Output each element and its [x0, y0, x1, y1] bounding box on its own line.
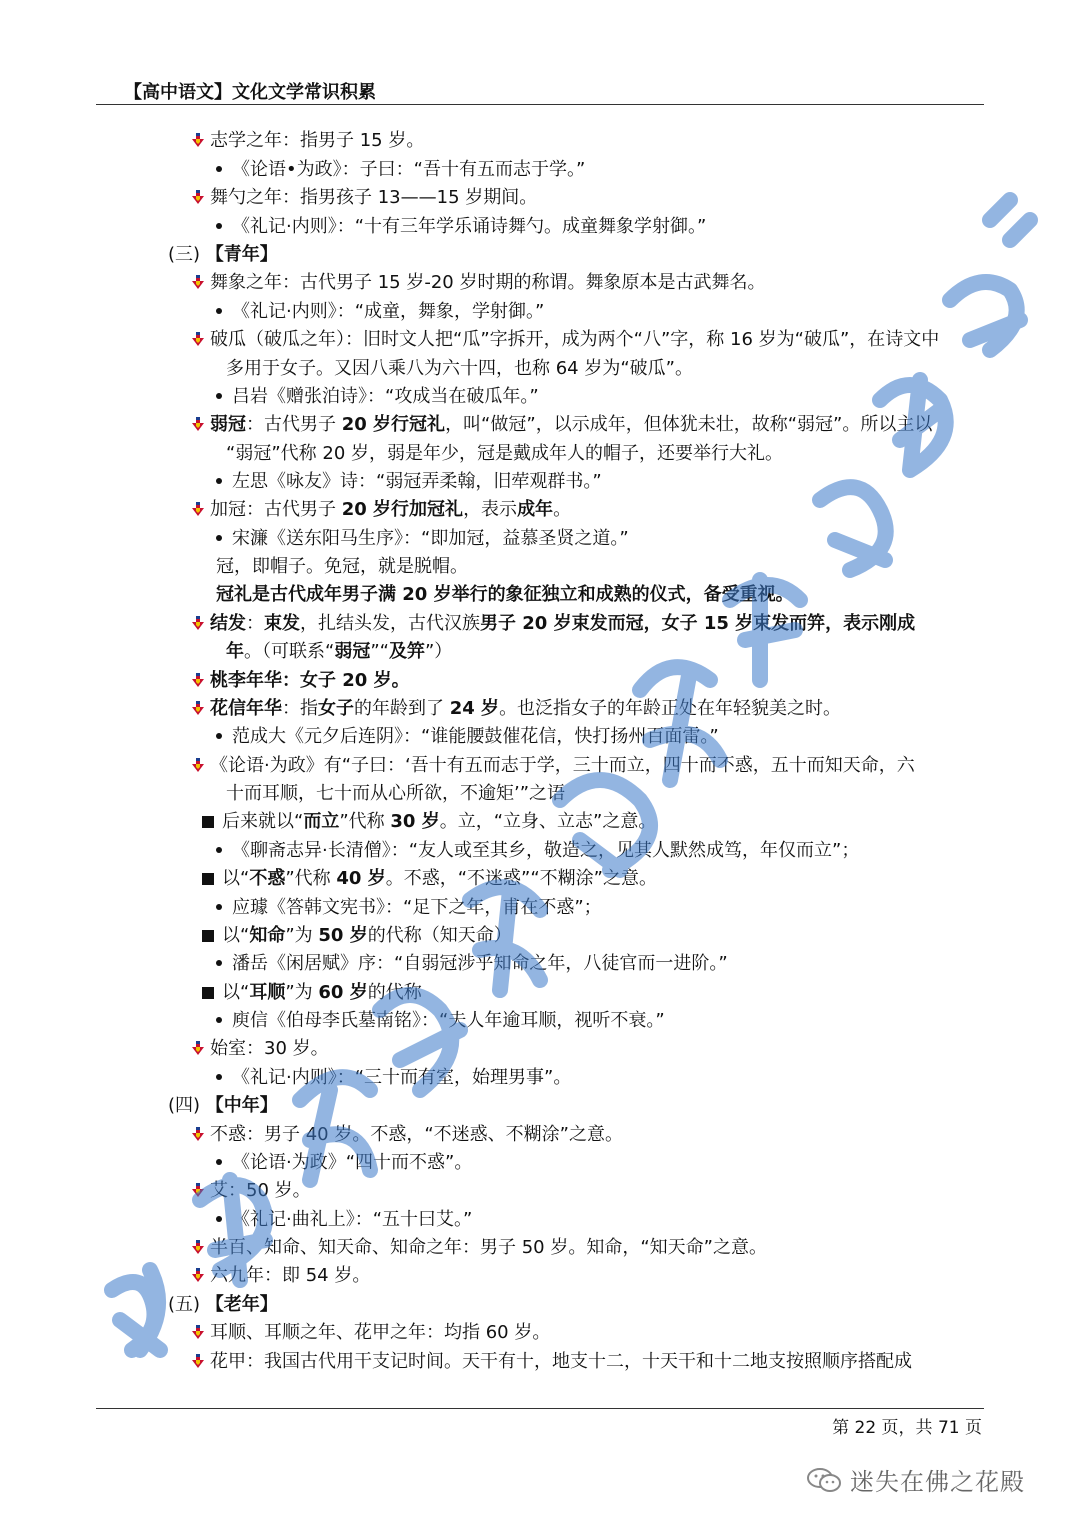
- bullet-dot-icon: [216, 393, 222, 399]
- arrow-bullet-icon: [190, 501, 206, 517]
- text-line: [216, 951, 728, 977]
- line-text: 加冠：古代男子 20 岁行加冠礼，表示成年。: [210, 499, 572, 520]
- arrow-bullet-icon: [190, 132, 206, 148]
- line-text: 《论语·为政》有“子曰：‘吾十有五而志于学，三十而立，四十而不惑，五十而知天命，六: [210, 755, 915, 776]
- line-text: 不惑：男子 40 岁。不惑，“不迷惑、不糊涂”之意。: [210, 1124, 623, 1145]
- text-line: [216, 384, 539, 410]
- text-line: [226, 781, 565, 807]
- text-line: [226, 356, 693, 382]
- line-text: 应璩《答韩文宪书》：“足下之年，甫在不惑”；: [232, 897, 602, 918]
- text-line: [216, 1008, 665, 1034]
- arrow-bullet-icon: [190, 1040, 206, 1056]
- bullet-dot-icon: [216, 1017, 222, 1023]
- arrow-bullet-icon: [190, 1182, 206, 1198]
- text-line: [216, 214, 706, 240]
- line-text: 《礼记·内则》：“三十而有室，始理男事”。: [232, 1067, 572, 1088]
- square-bullet-icon: [202, 816, 214, 828]
- bullet-dot-icon: [216, 847, 222, 853]
- text-line: [216, 724, 719, 750]
- line-text: 年。（可联系“弱冠”“及笄”）: [226, 641, 453, 662]
- arrow-bullet-icon: [190, 615, 206, 631]
- bullet-dot-icon: [216, 733, 222, 739]
- line-text: 舞勺之年：指男孩子 13——15 岁期间。: [210, 187, 538, 208]
- line-text: 范成大《元夕后连阴》：“谁能腰鼓催花信，快打扬州百面雷。”: [232, 726, 719, 747]
- line-text: 《聊斋志异·长清僧》：“友人或至其乡，敬造之，见其人默然成笃，年仅而立”；: [232, 840, 860, 861]
- text-line: [216, 1150, 472, 1176]
- bullet-dot-icon: [216, 535, 222, 541]
- text-line: [226, 441, 783, 467]
- text-line: [190, 1122, 623, 1148]
- text-line: [190, 1320, 550, 1346]
- text-line: [216, 157, 585, 183]
- line-text: 《礼记·曲礼上》：“五十曰艾。”: [232, 1209, 473, 1230]
- text-line: [190, 696, 841, 722]
- text-line: [202, 809, 656, 835]
- text-line: [190, 753, 915, 779]
- page-number: 第 22 页，共 71 页: [832, 1418, 982, 1438]
- line-text: 以“耳顺”为 60 岁的代称: [222, 982, 422, 1003]
- arrow-bullet-icon: [190, 189, 206, 205]
- line-text: 花甲：我国古代用干支记时间。天干有十，地支十二，十天干和十二地支按照顺序搭配成: [210, 1351, 912, 1372]
- arrow-bullet-icon: [190, 1239, 206, 1255]
- line-text: 《礼记·内则》：“成童，舞象，学射御。”: [232, 301, 545, 322]
- text-line: [216, 469, 602, 495]
- line-text: 结发：束发，扎结头发，古代汉族男子 20 岁束发而冠，女子 15 岁束发而笄，表示刚成: [210, 613, 916, 634]
- line-text: 冠，即帽子。免冠，就是脱帽。: [216, 556, 468, 577]
- text-line: [216, 554, 468, 580]
- bullet-dot-icon: [216, 223, 222, 229]
- line-text: 宋濂《送东阳马生序》：“即加冠，益慕圣贤之道。”: [232, 528, 629, 549]
- bullet-dot-icon: [216, 1159, 222, 1165]
- line-text: 吕岩《赠张泊诗》：“攻成当在破瓜年。”: [232, 386, 539, 407]
- bullet-dot-icon: [216, 478, 222, 484]
- line-text: 多用于女子。又因八乘八为六十四，也称 64 岁为“破瓜”。: [226, 358, 693, 379]
- line-text: 志学之年：指男子 15 岁。: [210, 130, 425, 151]
- text-line: [168, 1292, 278, 1318]
- text-line: [216, 1207, 472, 1233]
- line-text: 耳顺、耳顺之年、花甲之年：均指 60 岁。: [210, 1322, 551, 1343]
- text-line: [168, 1093, 278, 1119]
- text-line: [190, 1036, 329, 1062]
- bullet-dot-icon: [216, 960, 222, 966]
- line-text: 弱冠：古代男子 20 岁行冠礼，叫“做冠”，以示成年，但体犹未壮，故称“弱冠”。所以主以: [210, 414, 933, 435]
- document-header: 【高中语文】文化文学常识积累: [124, 82, 376, 103]
- text-line: [190, 1263, 370, 1289]
- text-line: [216, 582, 794, 608]
- line-text: 潘岳《闲居赋》序：“自弱冠涉乎知命之年，八徒官而一进阶。”: [232, 953, 728, 974]
- line-text: 半百、知命、知天命、知命之年：男子 50 岁。知命，“知天命”之意。: [210, 1237, 767, 1258]
- arrow-bullet-icon: [190, 416, 206, 432]
- bullet-dot-icon: [216, 308, 222, 314]
- wechat-icon: [806, 1466, 842, 1494]
- text-line: [190, 270, 765, 296]
- line-text: 艾：50 岁。: [210, 1180, 311, 1201]
- text-line: [190, 611, 915, 637]
- line-text: 花信年华：指女子的年龄到了 24 岁。也泛指女子的年龄正处在年轻貌美之时。: [210, 698, 842, 719]
- text-line: [190, 327, 939, 353]
- text-line: [202, 923, 512, 949]
- text-line: [190, 128, 424, 154]
- text-line: [190, 1235, 767, 1261]
- square-bullet-icon: [202, 987, 214, 999]
- brand-name: 迷失在佛之花殿: [850, 1468, 1025, 1496]
- line-text: 庾信《伯母李氏墓南铭》：“夫人年逾耳顺，视听不衰。”: [232, 1010, 665, 1031]
- line-text: 十而耳顺，七十而从心所欲，不逾矩’”之语: [226, 783, 566, 804]
- arrow-bullet-icon: [190, 1324, 206, 1340]
- text-line: [216, 1065, 571, 1091]
- line-text: (三) 【青年】: [168, 244, 278, 265]
- line-text: 左思《咏友》诗：“弱冠弄柔翰，旧荦观群书。”: [232, 471, 602, 492]
- bullet-dot-icon: [216, 1216, 222, 1222]
- text-line: [216, 526, 629, 552]
- line-text: (五) 【老年】: [168, 1294, 278, 1315]
- line-text: 舞象之年：古代男子 15 岁-20 岁时期的称谓。舞象原本是古武舞名。: [210, 272, 766, 293]
- bullet-dot-icon: [216, 1074, 222, 1080]
- text-line: [190, 668, 410, 694]
- line-text: 《论语•为政》：子曰：“吾十有五而志于学。”: [232, 159, 586, 180]
- text-line: [202, 980, 422, 1006]
- arrow-bullet-icon: [190, 672, 206, 688]
- text-line: [168, 242, 278, 268]
- square-bullet-icon: [202, 930, 214, 942]
- arrow-bullet-icon: [190, 1353, 206, 1369]
- text-line: [216, 299, 544, 325]
- bullet-dot-icon: [216, 166, 222, 172]
- line-text: 六九年：即 54 岁。: [210, 1265, 371, 1286]
- text-line: [190, 497, 571, 523]
- text-line: [226, 639, 452, 665]
- line-text: 《论语·为政》“四十而不惑”。: [232, 1152, 473, 1173]
- line-text: 以“不惑”代称 40 岁。不惑，“不迷惑”“不糊涂”之意。: [222, 868, 658, 889]
- line-text: 始室：30 岁。: [210, 1038, 329, 1059]
- brand-signature: [806, 1462, 1025, 1497]
- header-divider: [96, 104, 984, 105]
- text-line: [216, 895, 602, 921]
- arrow-bullet-icon: [190, 1267, 206, 1283]
- line-text: 后来就以“而立”代称 30 岁。立，“立身、立志”之意。: [222, 811, 657, 832]
- text-line: [190, 412, 932, 438]
- arrow-bullet-icon: [190, 700, 206, 716]
- text-line: [190, 1349, 912, 1375]
- arrow-bullet-icon: [190, 757, 206, 773]
- line-text: (四) 【中年】: [168, 1095, 278, 1116]
- line-text: 冠礼是古代成年男子满 20 岁举行的象征独立和成熟的仪式，备受重视。: [216, 584, 794, 605]
- text-line: [190, 1178, 311, 1204]
- text-line: [190, 185, 537, 211]
- line-text: “弱冠”代称 20 岁，弱是年少，冠是戴成年人的帽子，还要举行大礼。: [226, 443, 783, 464]
- arrow-bullet-icon: [190, 274, 206, 290]
- line-text: 以“知命”为 50 岁的代称（知天命）: [222, 925, 512, 946]
- line-text: 《礼记·内则》：“十有三年学乐诵诗舞勺。成童舞象学射御。”: [232, 216, 707, 237]
- line-text: 破瓜（破瓜之年）：旧时文人把“瓜”字拆开，成为两个“八”字，称 16 岁为“破瓜”，在诗文中: [210, 329, 940, 350]
- bullet-dot-icon: [216, 904, 222, 910]
- arrow-bullet-icon: [190, 331, 206, 347]
- line-text: 桃李年华：女子 20 岁。: [210, 670, 410, 691]
- footer-divider: [96, 1408, 984, 1409]
- arrow-bullet-icon: [190, 1126, 206, 1142]
- text-line: [202, 866, 657, 892]
- text-line: [216, 838, 859, 864]
- square-bullet-icon: [202, 873, 214, 885]
